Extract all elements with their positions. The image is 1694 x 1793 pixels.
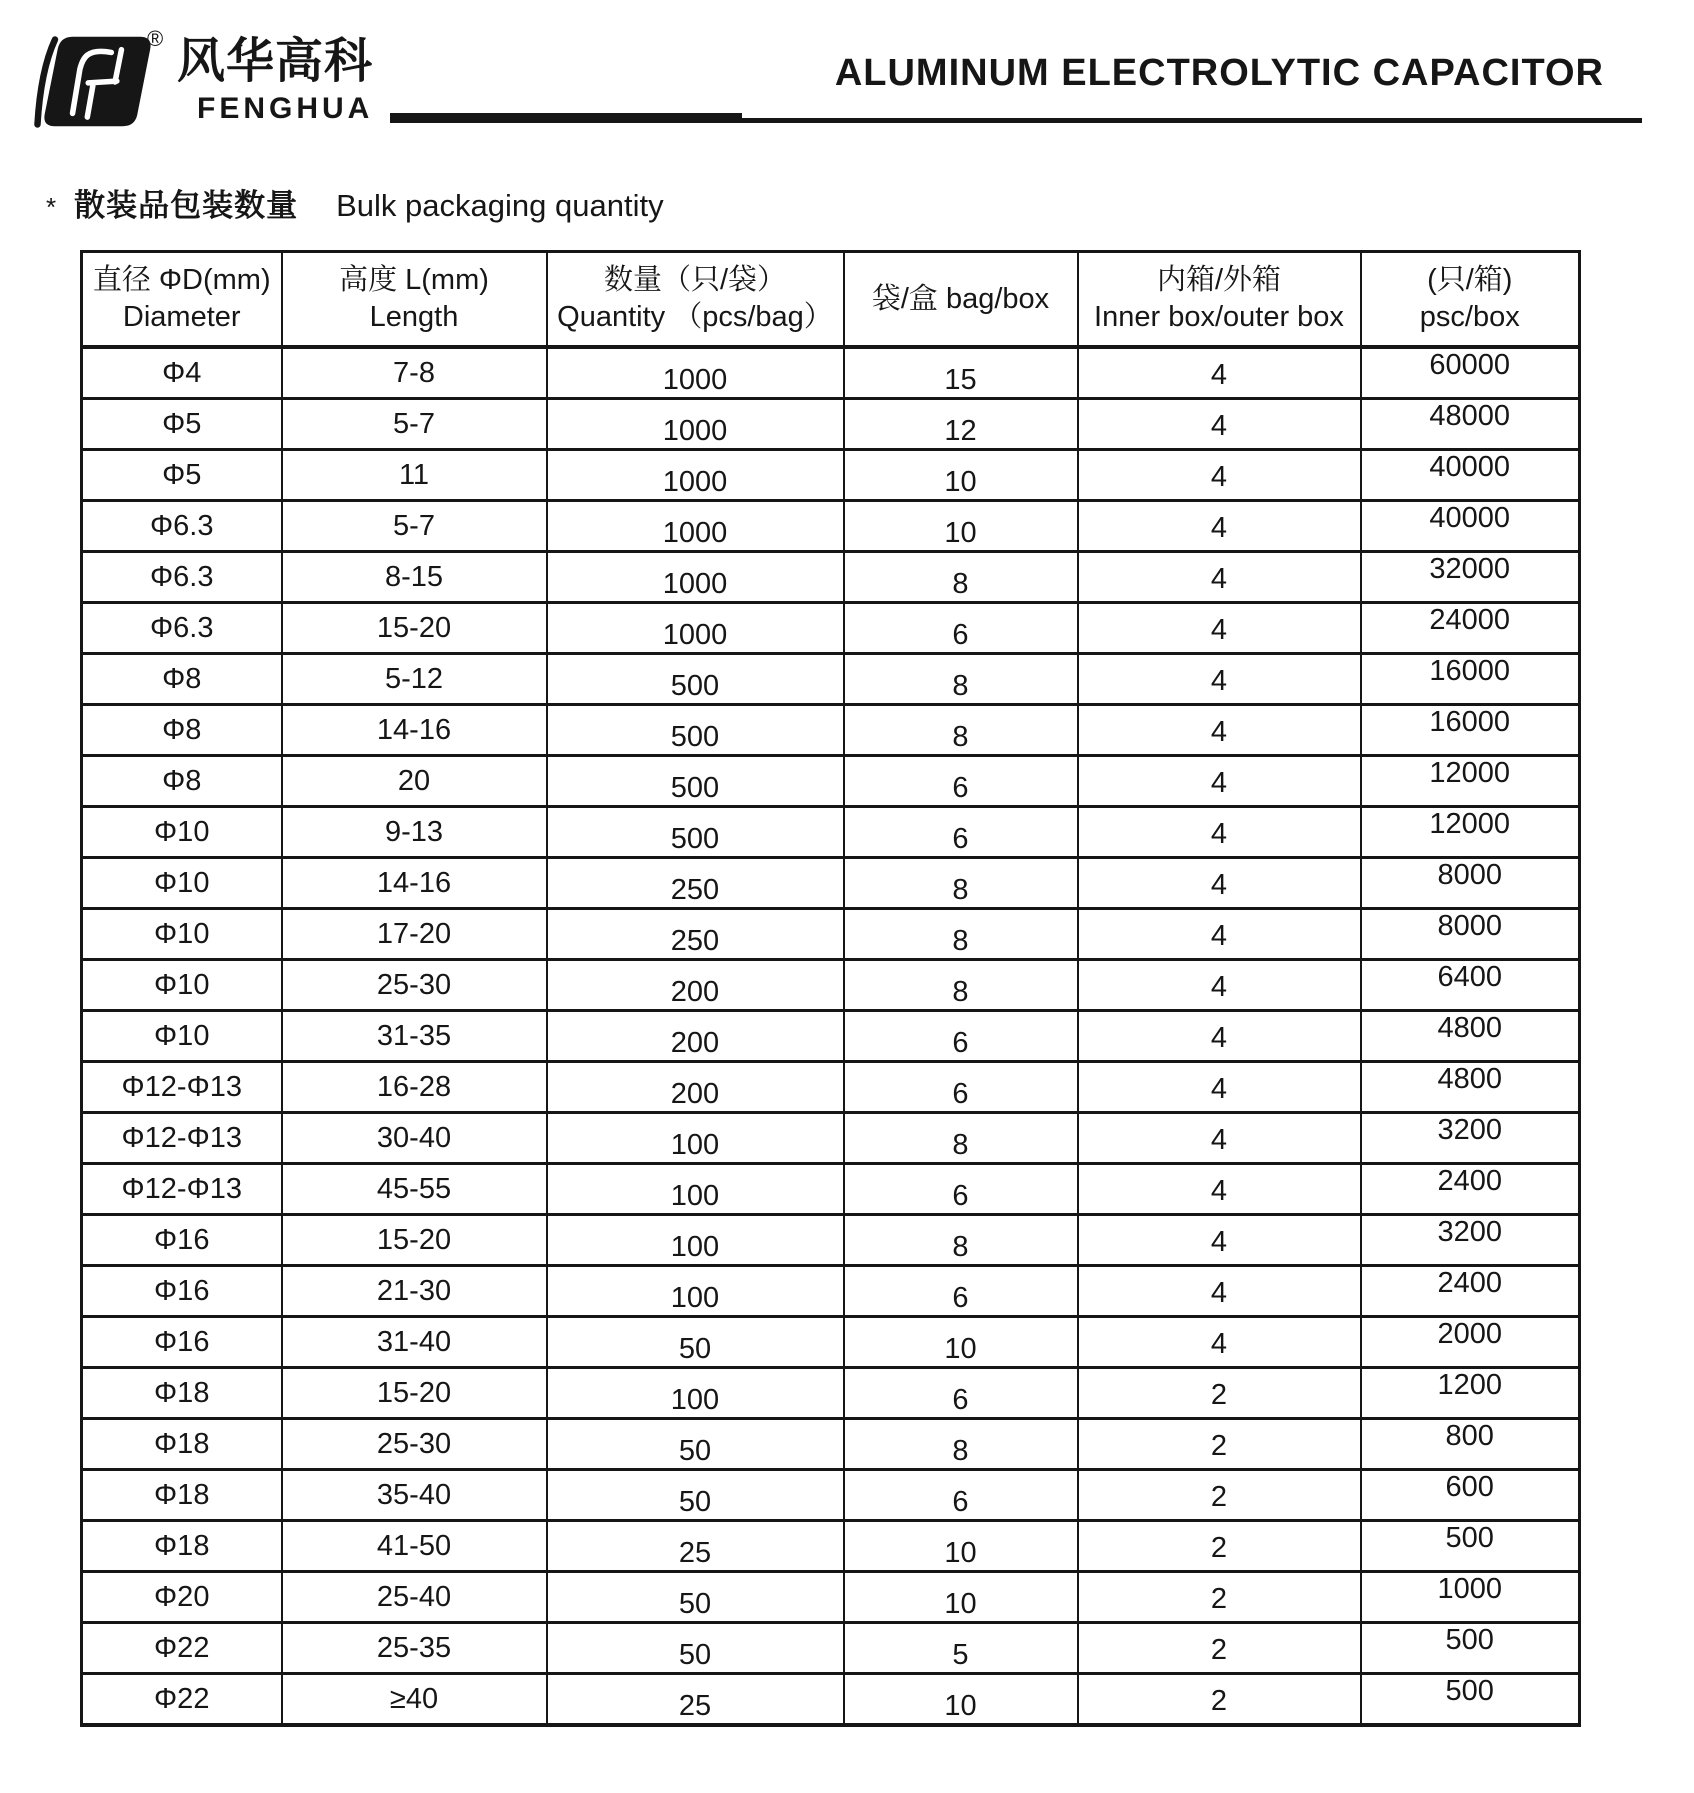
table-cell: 100 (547, 1164, 844, 1215)
table-cell: 100 (547, 1113, 844, 1164)
table-cell: 50 (547, 1623, 844, 1674)
table-cell: 50 (547, 1470, 844, 1521)
table-cell: 4 (1078, 1062, 1361, 1113)
table-row (82, 1011, 1580, 1062)
table-cell: 4 (1078, 756, 1361, 807)
table-cell: 25-30 (282, 960, 547, 1011)
table-cell: Φ10 (82, 960, 282, 1011)
table-cell: 500 (547, 705, 844, 756)
table-cell: 6 (844, 1164, 1078, 1215)
table-cell: 2 (1078, 1521, 1361, 1572)
column-header-text: psc/box (1419, 301, 1520, 333)
table-cell: Φ8 (82, 654, 282, 705)
table-cell: Φ4 (82, 347, 282, 399)
table-cell: Φ20 (82, 1572, 282, 1623)
column-header-bag-per-box (844, 252, 1078, 348)
table-cell: 4 (1078, 1215, 1361, 1266)
table-cell: 15 (844, 347, 1078, 399)
table-row (82, 501, 1580, 552)
table-cell: 12000 (1361, 807, 1580, 858)
table-cell: Φ6.3 (82, 501, 282, 552)
column-header-text: Diameter (122, 301, 241, 333)
table-cell: 100 (547, 1368, 844, 1419)
table-cell: 4 (1078, 1164, 1361, 1215)
table-cell: 8 (844, 858, 1078, 909)
table-cell: 4800 (1361, 1011, 1580, 1062)
table-row (82, 909, 1580, 960)
table-cell: 12000 (1361, 756, 1580, 807)
table-cell: 17-20 (282, 909, 547, 960)
table-row (82, 1623, 1580, 1674)
registered-trademark-icon: ® (147, 26, 164, 51)
table-cell: 8 (844, 960, 1078, 1011)
table-cell: 31-35 (282, 1011, 547, 1062)
column-header-text: 内箱/外箱 (1156, 264, 1282, 296)
table-cell: 6 (844, 1062, 1078, 1113)
table-row (82, 1317, 1580, 1368)
table-cell: 1000 (547, 501, 844, 552)
table-cell: 40000 (1361, 450, 1580, 501)
table-cell: 4 (1078, 552, 1361, 603)
section-heading-chinese: 散装品包装数量 (74, 188, 299, 223)
table-row (82, 399, 1580, 450)
table-cell: Φ8 (82, 705, 282, 756)
table-cell: 6400 (1361, 960, 1580, 1011)
table-cell: Φ10 (82, 1011, 282, 1062)
table-cell: 8000 (1361, 858, 1580, 909)
table-cell: 1200 (1361, 1368, 1580, 1419)
table-cell: 48000 (1361, 399, 1580, 450)
table-cell: 16000 (1361, 654, 1580, 705)
table-cell: ≥40 (282, 1674, 547, 1726)
table-cell: 1000 (547, 603, 844, 654)
brand-name-english: FENGHUA (197, 92, 374, 125)
table-cell: 14-16 (282, 705, 547, 756)
table-cell: 25-30 (282, 1419, 547, 1470)
table-cell: 50 (547, 1317, 844, 1368)
table-cell: 2000 (1361, 1317, 1580, 1368)
table-cell: 14-16 (282, 858, 547, 909)
table-header-row (82, 252, 1580, 348)
table-cell: 8 (844, 552, 1078, 603)
brand-name-chinese: 风华高科 (177, 35, 374, 88)
table-cell: Φ16 (82, 1266, 282, 1317)
table-cell: 5 (844, 1623, 1078, 1674)
table-row (82, 705, 1580, 756)
table-cell: Φ10 (82, 807, 282, 858)
column-header-pcs-per-box (1361, 252, 1580, 348)
table-cell: 4 (1078, 501, 1361, 552)
table-cell: 12 (844, 399, 1078, 450)
table-cell: 16000 (1361, 705, 1580, 756)
table-cell: 2 (1078, 1623, 1361, 1674)
table-cell: 40000 (1361, 501, 1580, 552)
table-row (82, 1521, 1580, 1572)
table-cell: 2400 (1361, 1164, 1580, 1215)
column-header-length (282, 252, 547, 348)
table-cell: 5-12 (282, 654, 547, 705)
table-cell: 60000 (1361, 347, 1580, 399)
table-cell: 8 (844, 705, 1078, 756)
table-cell: 3200 (1361, 1113, 1580, 1164)
table-cell: 6 (844, 603, 1078, 654)
bullet-asterisk: * (46, 192, 57, 222)
table-row (82, 1368, 1580, 1419)
table-cell: Φ10 (82, 909, 282, 960)
table-row (82, 450, 1580, 501)
table-cell: 15-20 (282, 603, 547, 654)
table-cell: 10 (844, 501, 1078, 552)
table-cell: 2 (1078, 1419, 1361, 1470)
column-header-text: 数量（只/袋） (603, 264, 787, 296)
column-header-text: Inner box/outer box (1094, 301, 1344, 333)
table-cell: Φ12-Φ13 (82, 1113, 282, 1164)
table-cell: Φ12-Φ13 (82, 1062, 282, 1113)
table-cell: Φ12-Φ13 (82, 1164, 282, 1215)
table-cell: 2400 (1361, 1266, 1580, 1317)
section-heading (46, 180, 664, 225)
table-row (82, 1470, 1580, 1521)
column-header-text: 袋/盒 bag/box (871, 282, 1050, 315)
table-cell: 35-40 (282, 1470, 547, 1521)
table-cell: 4 (1078, 1317, 1361, 1368)
table-cell: 4 (1078, 399, 1361, 450)
table-row (82, 1419, 1580, 1470)
table-cell: Φ18 (82, 1419, 282, 1470)
table-row (82, 1572, 1580, 1623)
table-row (82, 1113, 1580, 1164)
table-cell: 2 (1078, 1572, 1361, 1623)
table-row (82, 347, 1580, 399)
table-row (82, 858, 1580, 909)
table-cell: Φ18 (82, 1521, 282, 1572)
table-row (82, 807, 1580, 858)
table-row (82, 960, 1580, 1011)
column-header-text: Length (369, 301, 459, 333)
header-rule (390, 118, 1642, 123)
table-cell: Φ8 (82, 756, 282, 807)
table-cell: 41-50 (282, 1521, 547, 1572)
table-cell: 6 (844, 1470, 1078, 1521)
table-cell: 31-40 (282, 1317, 547, 1368)
table-cell: 5-7 (282, 501, 547, 552)
table-cell: Φ6.3 (82, 552, 282, 603)
table-cell: 11 (282, 450, 547, 501)
column-header-text: (只/箱) (1427, 264, 1513, 296)
column-header-text: 直径 ΦD(mm) (92, 264, 271, 296)
table-cell: 3200 (1361, 1215, 1580, 1266)
table-cell: 4 (1078, 1266, 1361, 1317)
table-cell: 8 (844, 1215, 1078, 1266)
column-header-diameter (82, 252, 282, 348)
table-cell: Φ18 (82, 1368, 282, 1419)
table-cell: 4 (1078, 705, 1361, 756)
table-cell: 9-13 (282, 807, 547, 858)
table-cell: Φ5 (82, 450, 282, 501)
table-cell: 600 (1361, 1470, 1580, 1521)
table-cell: 500 (547, 756, 844, 807)
table-cell: 6 (844, 1266, 1078, 1317)
table-cell: 8000 (1361, 909, 1580, 960)
table-cell: 6 (844, 1368, 1078, 1419)
table-cell: 500 (547, 807, 844, 858)
table-cell: 32000 (1361, 552, 1580, 603)
table-cell: 8 (844, 1113, 1078, 1164)
table-cell: 4 (1078, 807, 1361, 858)
table-cell: 1000 (547, 347, 844, 399)
table-cell: 500 (1361, 1623, 1580, 1674)
table-cell: 4 (1078, 347, 1361, 399)
table-cell: 4 (1078, 1113, 1361, 1164)
table-cell: 6 (844, 807, 1078, 858)
table-cell: 15-20 (282, 1215, 547, 1266)
table-row (82, 1062, 1580, 1113)
column-header-inner-outer-box (1078, 252, 1361, 348)
table-cell: 4 (1078, 858, 1361, 909)
table-cell: 200 (547, 1062, 844, 1113)
fenghua-logo-icon (30, 34, 152, 130)
table-cell: 8-15 (282, 552, 547, 603)
table-row (82, 654, 1580, 705)
page-title: ALUMINUM ELECTROLYTIC CAPACITOR (834, 52, 1604, 94)
table-cell: 200 (547, 1011, 844, 1062)
table-cell: 1000 (547, 552, 844, 603)
table-cell: Φ22 (82, 1623, 282, 1674)
table-cell: 5-7 (282, 399, 547, 450)
table-cell: 25-40 (282, 1572, 547, 1623)
table-cell: 500 (1361, 1674, 1580, 1726)
table-row (82, 552, 1580, 603)
table-cell: 7-8 (282, 347, 547, 399)
table-cell: 25 (547, 1674, 844, 1726)
table-row (82, 756, 1580, 807)
table-cell: Φ5 (82, 399, 282, 450)
table-cell: 24000 (1361, 603, 1580, 654)
table-cell: 10 (844, 1674, 1078, 1726)
table-cell: 8 (844, 1419, 1078, 1470)
table-cell: 500 (547, 654, 844, 705)
table-row (82, 1266, 1580, 1317)
table-cell: 4 (1078, 909, 1361, 960)
table-cell: 50 (547, 1419, 844, 1470)
table-cell: Φ22 (82, 1674, 282, 1726)
table-cell: 250 (547, 909, 844, 960)
table-cell: 25-35 (282, 1623, 547, 1674)
table-cell: Φ18 (82, 1470, 282, 1521)
table-cell: 2 (1078, 1674, 1361, 1726)
table-row (82, 1674, 1580, 1726)
section-heading-english: Bulk packaging quantity (336, 188, 664, 223)
table-cell: Φ6.3 (82, 603, 282, 654)
table-cell: 16-28 (282, 1062, 547, 1113)
table-cell: 6 (844, 756, 1078, 807)
table-cell: 2 (1078, 1470, 1361, 1521)
table-cell: 4 (1078, 960, 1361, 1011)
table-cell: 4800 (1361, 1062, 1580, 1113)
table-cell: 4 (1078, 450, 1361, 501)
table-row (82, 603, 1580, 654)
table-cell: 6 (844, 1011, 1078, 1062)
table-cell: 10 (844, 1317, 1078, 1368)
table-cell: 15-20 (282, 1368, 547, 1419)
table-cell: 4 (1078, 654, 1361, 705)
column-header-text: Quantity （pcs/bag） (557, 301, 833, 333)
table-cell: 8 (844, 909, 1078, 960)
table-cell: 1000 (1361, 1572, 1580, 1623)
table-cell: 250 (547, 858, 844, 909)
table-row (82, 1215, 1580, 1266)
table-cell: 20 (282, 756, 547, 807)
table-cell: 10 (844, 1521, 1078, 1572)
table-cell: 2 (1078, 1368, 1361, 1419)
table-cell: 8 (844, 654, 1078, 705)
table-cell: Φ10 (82, 858, 282, 909)
table-cell: Φ16 (82, 1317, 282, 1368)
table-cell: 1000 (547, 450, 844, 501)
table-cell: 1000 (547, 399, 844, 450)
table-cell: 800 (1361, 1419, 1580, 1470)
table-cell: 4 (1078, 603, 1361, 654)
table-cell: 25 (547, 1521, 844, 1572)
column-header-text: 高度 L(mm) (339, 264, 489, 296)
table-cell: 50 (547, 1572, 844, 1623)
table-cell: 100 (547, 1215, 844, 1266)
table-cell: 21-30 (282, 1266, 547, 1317)
table-cell: 30-40 (282, 1113, 547, 1164)
column-header-quantity-per-bag (547, 252, 844, 348)
table-cell: 10 (844, 1572, 1078, 1623)
table-cell: 4 (1078, 1011, 1361, 1062)
table-cell: 45-55 (282, 1164, 547, 1215)
table-cell: 200 (547, 960, 844, 1011)
table-cell: Φ16 (82, 1215, 282, 1266)
bulk-packaging-table (80, 250, 1581, 1727)
table-body (82, 347, 1580, 1725)
table-cell: 500 (1361, 1521, 1580, 1572)
table-cell: 100 (547, 1266, 844, 1317)
table-cell: 10 (844, 450, 1078, 501)
table-row (82, 1164, 1580, 1215)
